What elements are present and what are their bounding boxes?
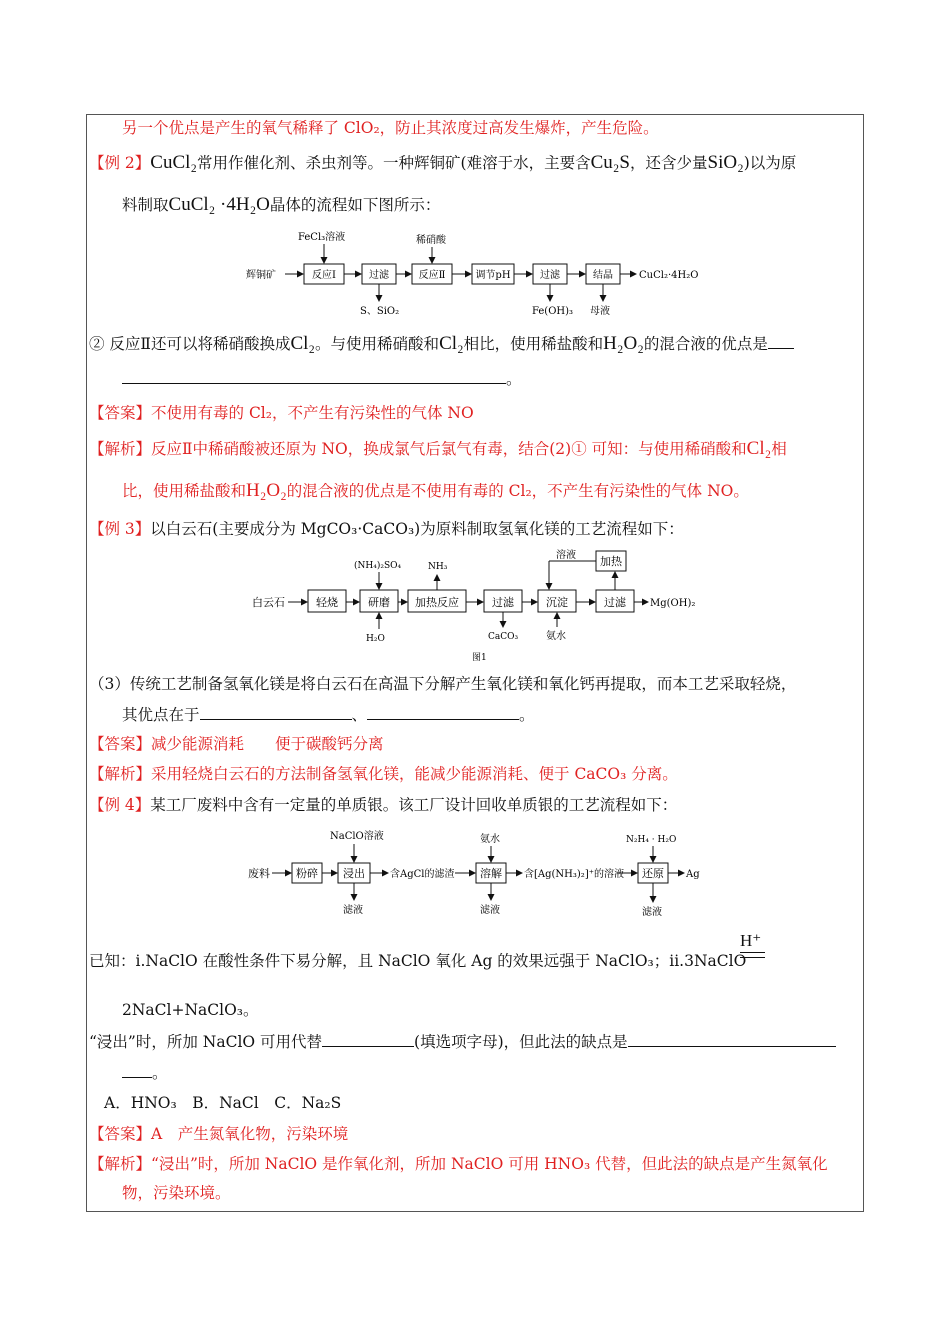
text: 、 (351, 706, 368, 724)
formula: Cu₂S (590, 152, 630, 173)
formula: Cl₂ (439, 333, 464, 354)
flow-box: 结晶 (593, 270, 613, 281)
flow-box: 浸出 (343, 867, 365, 880)
example-3-question: （3）传统工艺制备氢氧化镁是将白云石在高温下分解产生氧化镁和氧化钙再提取，而本工艺采取轻烧， (89, 675, 797, 693)
flowchart-copper (240, 225, 720, 320)
flow-box: 过滤 (604, 596, 626, 609)
flow-input: H₂O (366, 634, 385, 644)
flow-output: 滤液 (480, 905, 500, 916)
text: 以白云石(主要成分为 MgCO₃·CaCO₃)为原料制取氢氧化镁的工艺流程如下： (150, 520, 684, 538)
flow-output: 母液 (590, 306, 610, 317)
flow-input: (NH₄)₂SO₄ (354, 561, 402, 571)
text: 晶体的流程如下图所示： (269, 196, 441, 214)
answer-text: A 产生氮氧化物，污染环境 (151, 1125, 349, 1143)
answer-blank[interactable] (322, 1032, 414, 1047)
explanation-text: “浸出”时，所加 NaClO 是作氧化剂，所加 NaClO 可用 HNO₃ 代替，但此法的缺点是产生氮氧化 (151, 1155, 828, 1173)
text: 其优点在于 (122, 706, 200, 724)
flow-input: FeCl₃溶液 (298, 232, 346, 243)
flow-box: 过滤 (540, 270, 560, 281)
flow-start: 白云石 (252, 596, 285, 609)
text: 的混合液的优点是 (643, 335, 768, 353)
example-tag: 【例 3】 (89, 520, 151, 538)
flow-box: 调节pH (475, 270, 511, 281)
text: “浸出”时，所加 NaClO 可用代替 (89, 1033, 323, 1051)
flow-output: 滤液 (642, 907, 662, 918)
explanation-tag: 【解析】 (89, 440, 152, 458)
flow-box: 研磨 (368, 596, 390, 609)
answer-blank[interactable] (768, 334, 794, 349)
flow-end: Mg(OH)₂ (650, 598, 696, 609)
formula: Cl₂ (290, 333, 316, 354)
flow-box: 还原 (642, 867, 664, 880)
example-4-options: A．HNO₃ B．NaCl C．Na₂S (104, 1094, 342, 1112)
formula: H₂O₂ (246, 480, 287, 501)
example-3-answer (89, 733, 384, 755)
text: 。 (519, 706, 535, 724)
flow-start: 辉铜矿 (246, 270, 276, 281)
flow-box: 粉碎 (296, 867, 318, 880)
example-4-question-line2 (122, 1062, 168, 1084)
explanation-text: 采用轻烧白云石的方法制备氢氧化镁，能减少能源消耗、便于 CaCO₃ 分离。 (151, 765, 678, 783)
answer-continuation: 另一个优点是产生的氧气稀释了 ClO₂，防止其浓度过高发生爆炸，产生危险。 (122, 119, 659, 137)
text: 的混合液的优点是不使用有毒的 Cl₂，不产生有污染性的气体 NO。 (286, 482, 749, 500)
flow-end: Ag (686, 869, 700, 880)
formula: CuCl₂ ·4H₂O (168, 194, 270, 215)
text: 。 (152, 1064, 168, 1082)
flow-input: 氨水 (546, 631, 566, 642)
flow-output: 滤液 (343, 905, 363, 916)
answer-blank[interactable] (200, 705, 352, 720)
condition-label: H⁺ (740, 931, 762, 950)
flow-box: 过滤 (369, 270, 389, 281)
flow-input: 氨水 (480, 834, 500, 845)
flow-box: 沉淀 (546, 596, 568, 609)
example-2-line1 (89, 152, 796, 174)
example-2-question-line2 (122, 368, 522, 390)
example-4-known: 已知：i.NaClO 在酸性条件下易分解，且 NaClO 氧化 Ag 的效果远强于 NaClO₃；ii.3NaClO (89, 952, 747, 970)
explanation-text: 反应Ⅱ中稀硝酸被还原为 NO，换成氯气后氯气有毒，结合(2)① 可知：与使用稀硝酸和 (151, 440, 747, 458)
flowchart-magnesium (248, 545, 708, 670)
text: 相比，使用稀盐酸和 (463, 335, 604, 353)
example-4-products: 2NaCl+NaClO₃。 (122, 1001, 259, 1019)
answer-tag: 【答案】 (89, 404, 152, 422)
answer-blank[interactable] (122, 369, 506, 384)
reaction-condition (740, 932, 765, 962)
example-2-explanation (89, 438, 787, 460)
flow-output: NH₃ (428, 562, 448, 572)
example-4-question (89, 1031, 836, 1053)
text: 相 (771, 440, 787, 458)
text: (填选项字母)，但此法的缺点是 (414, 1033, 628, 1051)
example-tag: 【例 2】 (89, 154, 151, 172)
answer-blank[interactable] (122, 1063, 152, 1078)
flow-label: 溶液 (556, 550, 576, 561)
flow-start: 废料 (248, 867, 270, 880)
flow-box: 过滤 (492, 596, 514, 609)
text: 比，使用稀盐酸和 (122, 482, 247, 500)
flow-input: 稀硝酸 (416, 235, 446, 246)
flow-box: 反应Ⅰ (312, 270, 336, 281)
formula: CuCl₂ (150, 152, 198, 173)
flow-output: CaCO₃ (488, 632, 519, 642)
formula: Cl₂ (746, 438, 772, 459)
example-4-answer (89, 1123, 348, 1145)
answer-blank[interactable] (367, 705, 519, 720)
flow-output: S、SiO₂ (360, 306, 400, 317)
text: ② 反应Ⅱ还可以将稀硝酸换成 (89, 335, 291, 353)
flow-box: 反应Ⅱ (418, 270, 446, 281)
explanation-tag: 【解析】 (89, 1155, 152, 1173)
flow-box: 加热 (600, 555, 622, 568)
flow-box: 轻烧 (316, 596, 338, 609)
example-tag: 【例 4】 (89, 796, 151, 814)
equals-sign (740, 952, 765, 958)
answer-text: 减少能源消耗 便于碳酸钙分离 (151, 735, 384, 753)
flowchart-silver (242, 824, 712, 924)
answer-blank[interactable] (628, 1032, 836, 1047)
flow-intermediate: 含[Ag(NH₃)₂]⁺的溶液 (524, 869, 624, 880)
answer-tag: 【答案】 (89, 735, 152, 753)
formula: SiO₂ (707, 152, 744, 173)
example-2-question (89, 333, 794, 355)
example-4-explanation (89, 1153, 828, 1175)
answer-tag: 【答案】 (89, 1125, 152, 1143)
text: 常用作催化剂、杀虫剂等。一种辉铜矿(难溶于水，主要含 (197, 154, 591, 172)
example-4-line1 (89, 794, 677, 816)
flow-end: CuCl₂·4H₂O (639, 270, 699, 281)
example-3-question-line2 (122, 704, 535, 726)
example-4-explanation-line2: 物，污染环境。 (122, 1184, 231, 1202)
text: ，还含少量 (629, 154, 708, 172)
answer-text: 不使用有毒的 Cl₂，不产生有污染性的气体 NO (151, 404, 474, 422)
text: 某工厂废料中含有一定量的单质银。该工厂设计回收单质银的工艺流程如下： (150, 796, 678, 814)
flow-input: N₂H₄ · H₂O (626, 835, 677, 845)
example-2-explanation-line2 (122, 480, 749, 502)
explanation-tag: 【解析】 (89, 765, 152, 783)
formula: H₂O₂ (603, 333, 644, 354)
figure-caption: 图1 (472, 653, 487, 663)
example-2-line2 (122, 194, 440, 216)
text: 。 (506, 370, 522, 388)
flow-input: NaClO溶液 (330, 831, 384, 842)
text: 料制取 (122, 196, 169, 214)
flow-output: Fe(OH)₃ (532, 306, 574, 317)
example-3-line1 (89, 518, 684, 540)
text: )以为原 (743, 154, 797, 172)
flow-box: 加热反应 (415, 596, 459, 609)
example-2-answer (89, 402, 474, 424)
example-3-explanation (89, 763, 678, 785)
text: 。与使用稀硝酸和 (315, 335, 440, 353)
flow-box: 溶解 (480, 867, 502, 880)
flow-intermediate: 含AgCl的滤渣 (390, 869, 455, 880)
